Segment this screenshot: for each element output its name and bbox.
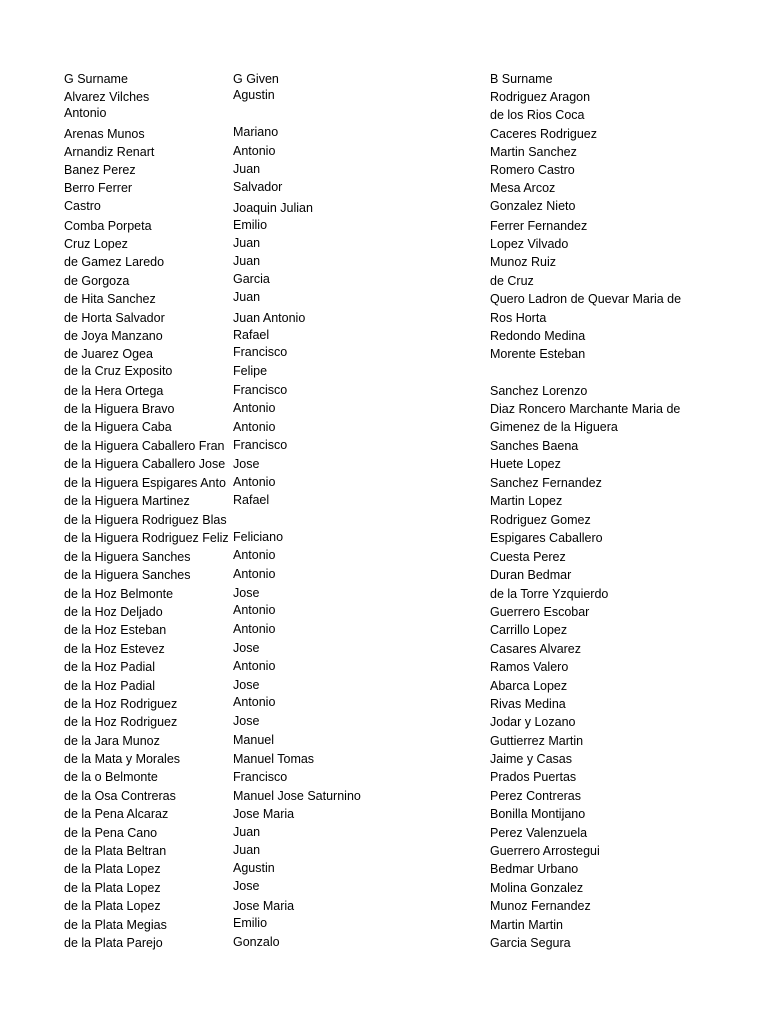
b-surname-cell: Munoz Fernandez (490, 899, 591, 913)
b-surname-cell: Garcia Segura (490, 936, 571, 950)
g-given-cell: Juan (233, 254, 261, 268)
b-surname-cell: Lopez Vilvado (490, 237, 569, 251)
g-surname-cell: de Gorgoza (64, 274, 130, 288)
g-given-cell: Antonio (233, 659, 276, 673)
g-surname-cell: de la Pena Alcaraz (64, 807, 169, 821)
b-surname-cell: Carrillo Lopez (490, 623, 568, 637)
g-given-cell: Rafael (233, 328, 270, 342)
header-b-surname: B Surname (490, 72, 553, 86)
g-surname-cell: de la Plata Parejo (64, 936, 163, 950)
g-surname-cell: de la Higuera Rodriguez Blas (64, 513, 227, 527)
b-surname-cell: Duran Bedmar (490, 568, 572, 582)
g-given-cell: Juan (233, 236, 261, 250)
g-given-cell: Antonio (233, 622, 276, 636)
g-given-cell: Manuel Tomas (233, 752, 315, 766)
g-given-cell: Jose (233, 879, 260, 893)
g-given-cell: Francisco (233, 383, 288, 397)
b-surname-cell: Redondo Medina (490, 329, 586, 343)
g-given-cell: Antonio (233, 603, 276, 617)
g-surname-cell: Arenas Munos (64, 127, 145, 141)
g-surname-cell: de la Mata y Morales (64, 752, 181, 766)
g-given-cell: Antonio (233, 475, 276, 489)
b-surname-cell: Diaz Roncero Marchante Maria de (490, 402, 681, 416)
g-surname-cell: Castro (64, 199, 101, 213)
g-given-cell: Juan Antonio (233, 311, 306, 325)
b-surname-cell: de Cruz (490, 274, 534, 288)
b-surname-cell: Ramos Valero (490, 660, 569, 674)
b-surname-cell: Huete Lopez (490, 457, 561, 471)
b-surname-cell: Gonzalez Nieto (490, 199, 576, 213)
g-surname-cell: Banez Perez (64, 163, 136, 177)
g-surname-cell: de la Hoz Esteban (64, 623, 167, 637)
g-given-cell: Agustin (233, 861, 275, 875)
b-surname-cell: Guttierrez Martin (490, 734, 584, 748)
g-surname-cell: de la Osa Contreras (64, 789, 176, 803)
g-given-cell: Jose (233, 457, 260, 471)
g-given-cell: Francisco (233, 438, 288, 452)
b-surname-cell: Bonilla Montijano (490, 807, 586, 821)
g-given-cell: Juan (233, 843, 261, 857)
g-given-cell: Joaquin Julian (233, 201, 313, 215)
g-given-cell: Juan (233, 162, 261, 176)
g-given-cell: Felipe (233, 364, 268, 378)
g-surname-cell: de la Plata Lopez (64, 862, 161, 876)
g-surname-cell: de Joya Manzano (64, 329, 163, 343)
b-surname-cell: Rivas Medina (490, 697, 566, 711)
g-given-cell: Antonio (233, 401, 276, 415)
b-surname-cell: Rodriguez Gomez (490, 513, 591, 527)
g-given-cell: Jose Maria (233, 807, 295, 821)
b-surname-cell: Perez Valenzuela (490, 826, 588, 840)
b-surname-cell: Gimenez de la Higuera (490, 420, 618, 434)
g-given-cell: Antonio (233, 695, 276, 709)
g-given-cell: Jose (233, 714, 260, 728)
g-given-cell: Juan (233, 825, 261, 839)
g-surname-cell: de la Higuera Rodriguez Feliz (64, 531, 229, 545)
b-surname-cell: Romero Castro (490, 163, 575, 177)
b-surname-cell: Jodar y Lozano (490, 715, 576, 729)
g-given-cell: Antonio (233, 567, 276, 581)
g-given-cell: Jose (233, 641, 260, 655)
g-surname-cell: de Hita Sanchez (64, 292, 156, 306)
g-surname-cell: de la Higuera Caballero Jose (64, 457, 226, 471)
header-g-given: G Given (233, 72, 279, 86)
g-given-cell: Garcia (233, 272, 270, 286)
b-surname-cell: Bedmar Urbano (490, 862, 579, 876)
b-surname-cell: Sanchez Lorenzo (490, 384, 588, 398)
g-surname-cell: de la Jara Munoz (64, 734, 160, 748)
g-given-cell: Feliciano (233, 530, 284, 544)
b-surname-cell: Perez Contreras (490, 789, 582, 803)
g-surname-cell: de la Pena Cano (64, 826, 158, 840)
b-surname-cell: Sanches Baena (490, 439, 579, 453)
b-surname-cell: Jaime y Casas (490, 752, 572, 766)
g-surname-cell: de Gamez Laredo (64, 255, 165, 269)
g-surname-cell: de la Higuera Caba (64, 420, 172, 434)
b-surname-cell: Morente Esteban (490, 347, 586, 361)
g-surname-cell: Alvarez Vilches (64, 90, 150, 104)
g-given-cell: Gonzalo (233, 935, 280, 949)
g-given-cell: Salvador (233, 180, 283, 194)
b-surname-cell: Guerrero Arrostegui (490, 844, 600, 858)
g-given-cell: Mariano (233, 125, 279, 139)
g-surname-cell: de la Hoz Rodriguez (64, 697, 178, 711)
b-surname-cell: de los Rios Coca (490, 108, 585, 122)
g-surname-cell: de la Hoz Deljado (64, 605, 163, 619)
b-surname-cell: Prados Puertas (490, 770, 577, 784)
b-surname-cell: Ferrer Fernandez (490, 219, 588, 233)
b-surname-cell: Cuesta Perez (490, 550, 566, 564)
g-surname-cell: de la Hera Ortega (64, 384, 164, 398)
b-surname-cell: Caceres Rodriguez (490, 127, 597, 141)
b-surname-cell: Rodriguez Aragon (490, 90, 591, 104)
g-surname-cell: de la Higuera Caballero Fran (64, 439, 225, 453)
g-surname-cell: de Horta Salvador (64, 311, 165, 325)
b-surname-cell: Quero Ladron de Quevar Maria de (490, 292, 682, 306)
g-surname-cell: de la Higuera Martinez (64, 494, 190, 508)
g-given-cell: Jose Maria (233, 899, 295, 913)
b-surname-cell: Martin Lopez (490, 494, 563, 508)
b-surname-cell: de la Torre Yzquierdo (490, 587, 609, 601)
b-surname-cell: Abarca Lopez (490, 679, 568, 693)
g-surname-cell: de la Hoz Padial (64, 679, 156, 693)
g-surname-cell: de la Higuera Bravo (64, 402, 175, 416)
g-surname-cell: de la Plata Megias (64, 918, 167, 932)
g-given-cell: Jose (233, 678, 260, 692)
b-surname-cell: Sanchez Fernandez (490, 476, 602, 490)
g-surname-cell: de la o Belmonte (64, 770, 158, 784)
g-given-cell: Jose (233, 586, 260, 600)
header-g-surname: G Surname (64, 72, 128, 86)
g-surname-cell: Comba Porpeta (64, 219, 152, 233)
g-surname-cell: de Juarez Ogea (64, 347, 153, 361)
g-surname-cell: de la Plata Lopez (64, 899, 161, 913)
g-given-cell: Agustin (233, 88, 275, 102)
b-surname-cell: Martin Martin (490, 918, 563, 932)
g-given-cell: Emilio (233, 218, 268, 232)
g-given-cell: Antonio (233, 548, 276, 562)
b-surname-column (490, 0, 686, 1024)
b-surname-cell: Munoz Ruiz (490, 255, 556, 269)
g-given-cell: Emilio (233, 916, 268, 930)
g-surname-cell: de la Plata Beltran (64, 844, 167, 858)
g-given-cell: Juan (233, 290, 261, 304)
g-surname-cell: de la Higuera Espigares Anto (64, 476, 226, 490)
b-surname-cell: Espigares Caballero (490, 531, 603, 545)
b-surname-cell: Mesa Arcoz (490, 181, 556, 195)
b-surname-cell: Guerrero Escobar (490, 605, 590, 619)
g-given-cell: Manuel (233, 733, 274, 747)
g-surname-cell: de la Hoz Estevez (64, 642, 165, 656)
g-surname-cell: de la Hoz Belmonte (64, 587, 174, 601)
g-given-cell: Antonio (233, 420, 276, 434)
g-given-cell: Rafael (233, 493, 270, 507)
g-given-cell: Francisco (233, 345, 288, 359)
g-given-cell: Manuel Jose Saturnino (233, 789, 361, 803)
g-surname-cell: Berro Ferrer (64, 181, 133, 195)
g-surname-cell: de la Higuera Sanches (64, 550, 191, 564)
g-given-cell: Francisco (233, 770, 288, 784)
b-surname-cell: Ros Horta (490, 311, 547, 325)
g-surname-cell: Antonio (64, 106, 107, 120)
g-surname-cell: Arnandiz Renart (64, 145, 155, 159)
b-surname-cell: Martin Sanchez (490, 145, 577, 159)
b-surname-cell: Molina Gonzalez (490, 881, 584, 895)
g-given-cell: Antonio (233, 144, 276, 158)
g-surname-cell: de la Hoz Padial (64, 660, 156, 674)
g-surname-cell: de la Hoz Rodriguez (64, 715, 178, 729)
g-surname-cell: de la Plata Lopez (64, 881, 161, 895)
b-surname-cell: Casares Alvarez (490, 642, 582, 656)
g-surname-cell: de la Cruz Exposito (64, 364, 173, 378)
g-surname-cell: Cruz Lopez (64, 237, 128, 251)
g-surname-cell: de la Higuera Sanches (64, 568, 191, 582)
